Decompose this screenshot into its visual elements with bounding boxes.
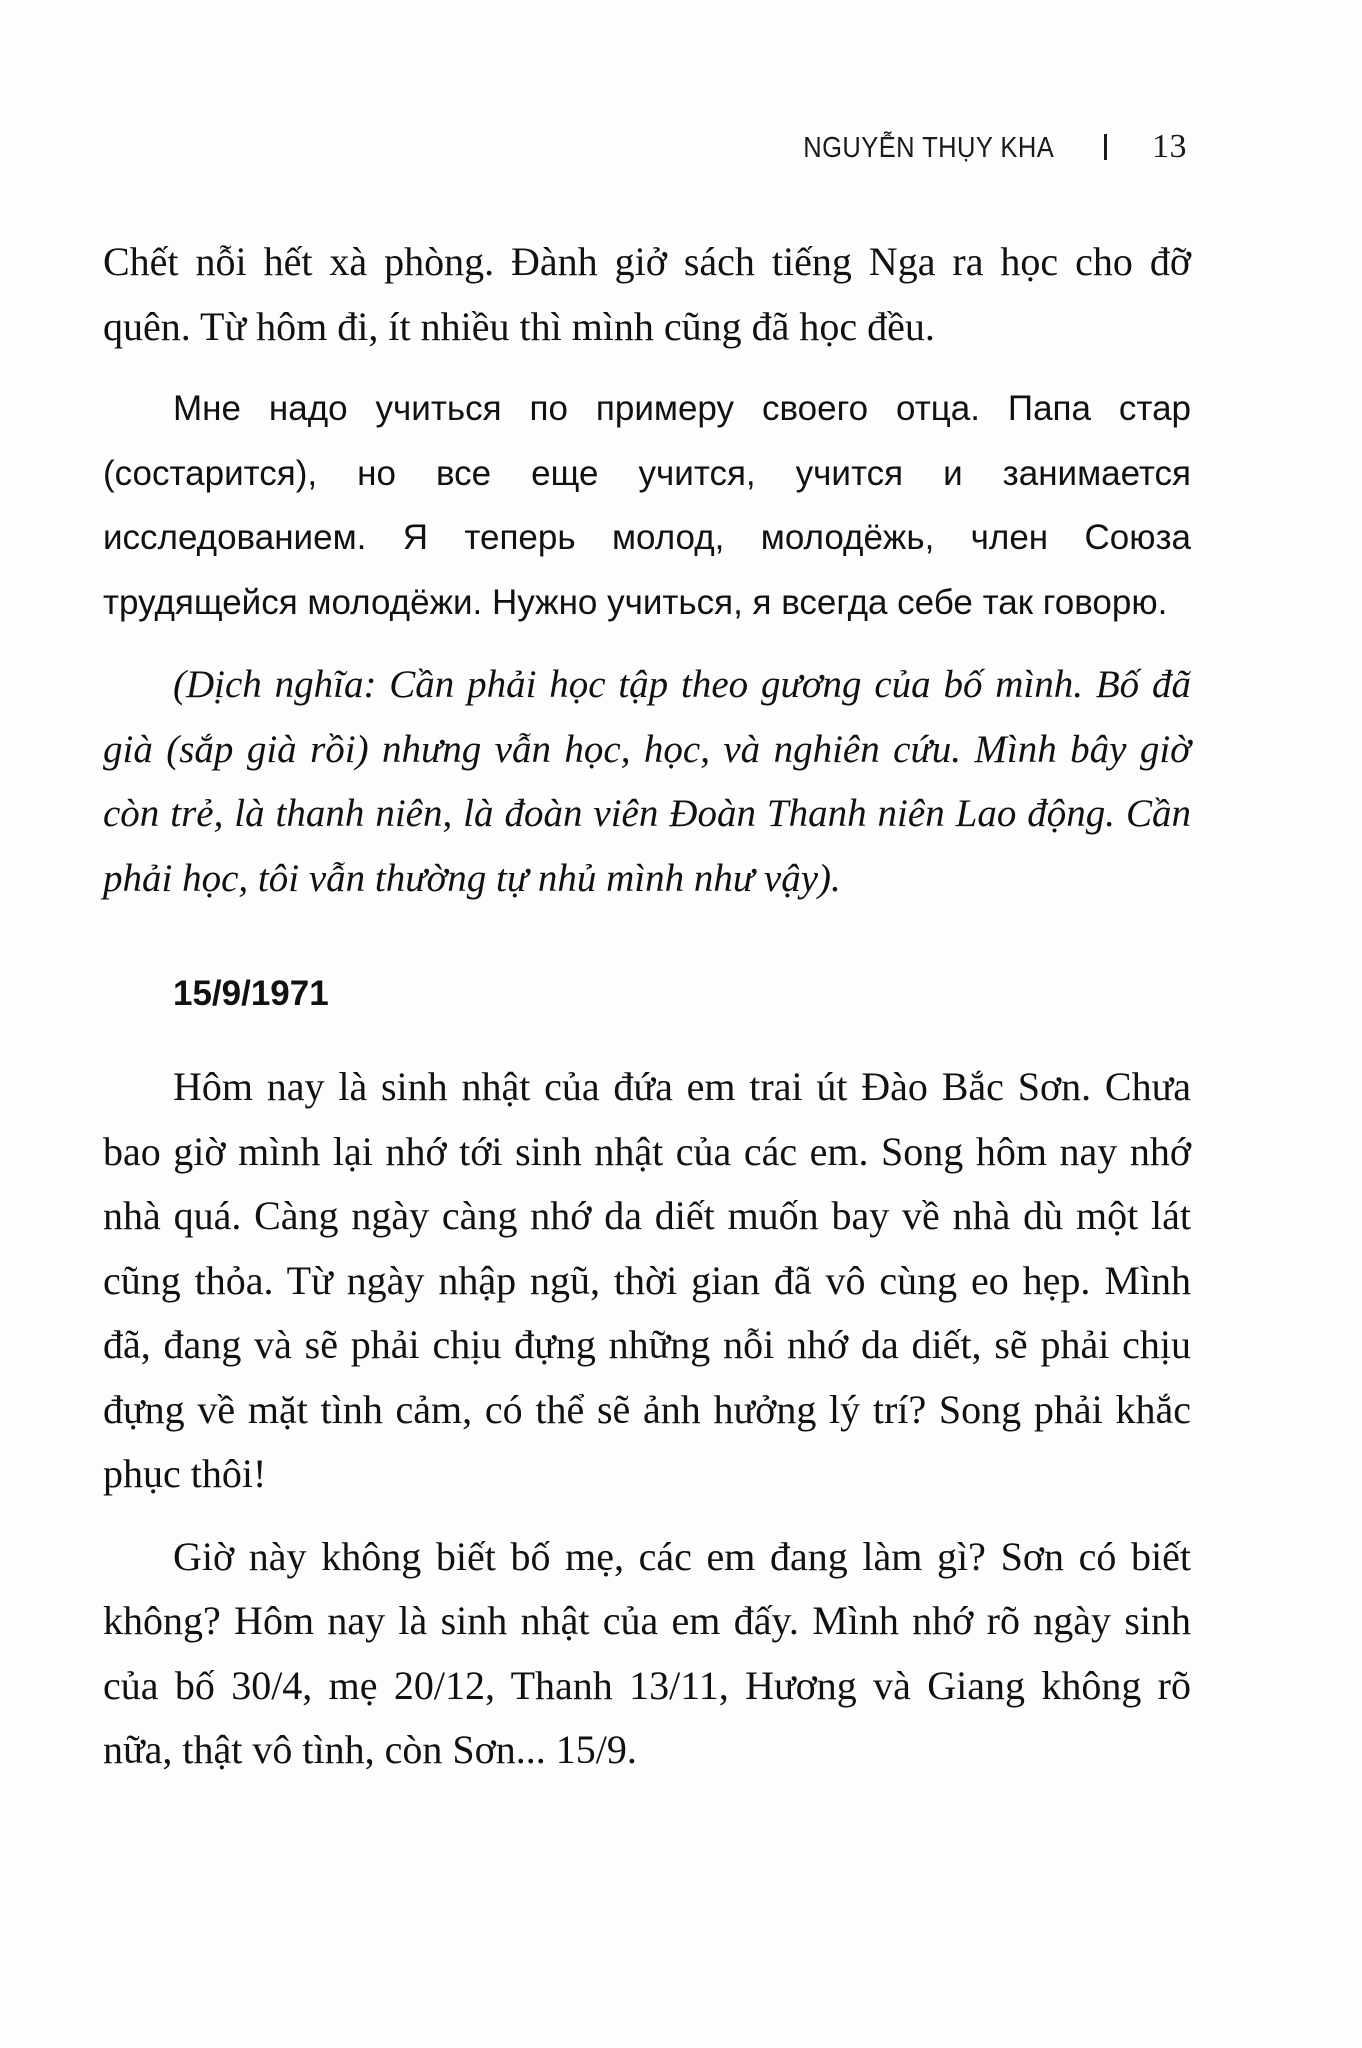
paragraph-family: Giờ này không biết bố mẹ, các em đang làm gì? Sơn có biết không? Hôm nay là sinh nhật của em đấy. Mình nhớ rõ ngày sinh của bố 30/4, mẹ 20/12, Thanh 13/11, Hương và Giang không rõ nữa, thật vô tình, còn Sơn... 15/9. <box>103 1533 1191 1772</box>
header-author: NGUYỄN THỤY KHA <box>803 132 1054 164</box>
running-header <box>769 128 1187 166</box>
paragraph-russian: Мне надо учиться по примеру своего отца. Папа стар (состарится), но все еще учится, учится и занимается исследованием. Я теперь молод, молодёжь, член Союза трудящейся молодёжи. Нужно учиться, я всегда себе так говорю. <box>103 389 1191 622</box>
paragraph-birthday: Hôm nay là sinh nhật của đứa em trai út Đào Bắc Sơn. Chưa bao giờ mình lại nhớ tới sinh nhật của các em. Song hôm nay nhớ nhà quá. Càng ngày càng nhớ da diết muốn bay về nhà dù một lát cũng thỏa. Từ ngày nhập ngũ, thời gian đã vô cùng eo hẹp. Mình đã, đang và sẽ phải chịu đựng những nỗi nhớ da diết, sẽ phải chịu đựng về mặt tình cảm, có thể sẽ ảnh hưởng lý trí? Song phải khắc phục thôi! <box>103 1064 1191 1496</box>
page-body <box>103 230 1191 1783</box>
page-number: 13 <box>1152 128 1187 165</box>
header-divider <box>1104 134 1107 160</box>
diary-date-heading: 15/9/1971 <box>173 974 329 1013</box>
paragraph-translation: (Dịch nghĩa: Cần phải học tập theo gương của bố mình. Bố đã già (sắp già rồi) nhưng vẫn học, học, và nghiên cứu. Mình bây giờ còn trẻ, là thanh niên, là đoàn viên Đoàn Thanh niên Lao động. Cần phải học, tôi vẫn thường tự nhủ mình như vậy). <box>103 663 1191 900</box>
paragraph-continued: Chết nỗi hết xà phòng. Đành giở sách tiếng Nga ra học cho đỡ quên. Từ hôm đi, ít nhiều thì mình cũng đã học đều. <box>103 239 1191 349</box>
